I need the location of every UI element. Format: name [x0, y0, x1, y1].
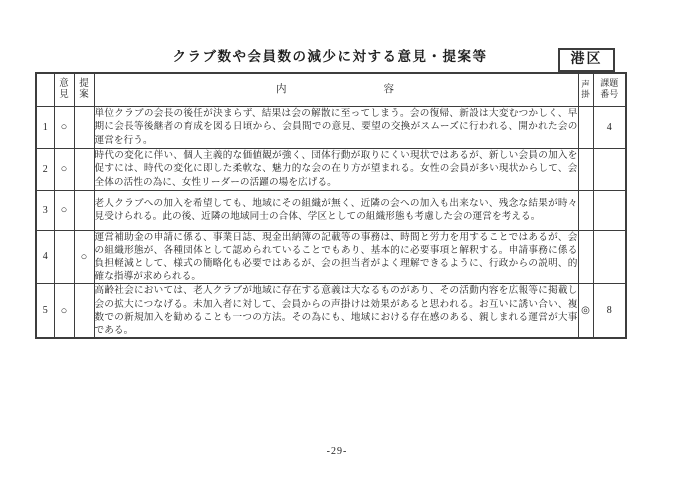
ward-label-box: [558, 48, 615, 72]
proposal-mark: [74, 148, 94, 190]
document-title: クラブ数や会員数の減少に対する意見・提案等: [172, 49, 488, 64]
proposal-mark: [74, 106, 94, 148]
table-row: [36, 190, 626, 230]
content-cell: 単位クラブの会長の後任が決まらず、結果は会の解散に至ってしまう。会の復帰、新設は大変むつかしく、早期に会長等後継者の育成を図る日頃から、会員間での意見、要望の交換がスムーズに行われる、開かれた会の運営を行う。: [94, 106, 578, 148]
opinions-table: [35, 72, 627, 339]
opinion-mark: [54, 230, 74, 284]
voice-mark: [578, 106, 593, 148]
row-number-cell: 5: [36, 284, 54, 338]
opinion-mark: ○: [54, 148, 74, 190]
opinion-mark: ○: [54, 106, 74, 148]
voice-mark: ◎: [578, 284, 593, 338]
table-row: [36, 284, 626, 338]
content-cell: 時代の変化に伴い、個人主義的な価値観が強く、団体行動が取りにくい現状ではあるが、新しい会員の加入を促すには、時代の変化に即した柔軟な、魅力的な会の在り方が望まれる。女性の会員が多い現状からして、会全体の活性の為に、女性リーダーの活躍の場を広げる。: [94, 148, 578, 190]
content-cell: 運営補助金の申請に係る、事業日誌、現金出納簿の記載等の事務は、時間と労力を用することではあるが、会の組織形態が、各種団体として認められていることでもあり、基本的に必要事項と解釈する。申請事務に係る負担軽減として、様式の簡略化も必要ではあるが、会の担当者がよく理解できるように、行政からの説明、的確な指導が求められる。: [94, 231, 578, 283]
issue-number-cell: [593, 190, 626, 230]
proposal-mark: ○: [74, 230, 94, 284]
row-number-cell: 2: [36, 148, 54, 190]
header-opinion: 意見: [54, 73, 74, 106]
table-row: [36, 148, 626, 190]
issue-number-cell: 8: [593, 284, 626, 338]
header-content-left: 内: [276, 84, 289, 96]
table-row: [36, 106, 626, 148]
proposal-mark: [74, 190, 94, 230]
table-header-row: [36, 73, 626, 106]
issue-number-cell: [593, 148, 626, 190]
voice-mark: [578, 190, 593, 230]
ward-label: 港区: [570, 52, 603, 67]
header-voice: 声掛: [578, 73, 593, 106]
voice-mark: [578, 148, 593, 190]
opinion-mark: ○: [54, 190, 74, 230]
row-number-cell: 4: [36, 230, 54, 284]
row-number-cell: 1: [36, 106, 54, 148]
issue-number-cell: 4: [593, 106, 626, 148]
voice-mark: [578, 230, 593, 284]
content-cell: 高齢社会においては、老人クラブが地域に存在する意義は大なるものがあり、その活動内容を広報等に掲載し会の拡大につなげる。未加入者に対して、会員からの声掛けは効果があると思われる。お互いに誘い合い、複数での新規加入を勧めることも一つの方法。その為にも、地域における存在感のある、親しまれる運営が大事である。: [94, 284, 578, 338]
header-row-number: [36, 73, 54, 106]
header-issue-number: 課題番号: [593, 73, 626, 106]
header-proposal: 提案: [74, 73, 94, 106]
row-number-cell: 3: [36, 190, 54, 230]
opinion-mark: ○: [54, 284, 74, 338]
page-number: -29-: [326, 446, 348, 457]
header-content: [94, 73, 578, 106]
content-cell: 老人クラブへの加入を希望しても、地域にその組織が無く、近隣の会への加入も出来ない、残念な結果が時々見受けられる。此の後、近隣の地域同士の合体、学区としての組織形態も考慮した会の運営を考える。: [94, 190, 578, 230]
proposal-mark: [74, 284, 94, 338]
header-content-right: 容: [383, 84, 396, 96]
issue-number-cell: [593, 230, 626, 284]
table-row: [36, 230, 626, 284]
